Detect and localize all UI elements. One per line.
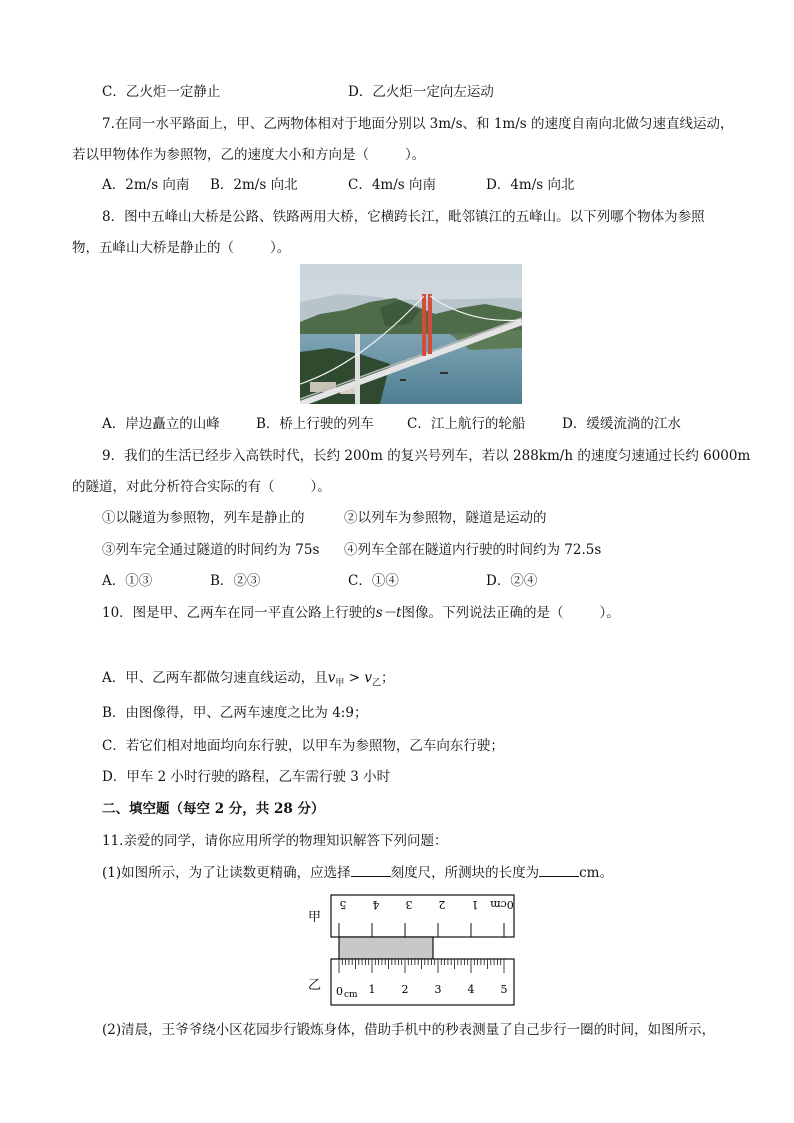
ruler-bottom-number: 5 xyxy=(500,983,508,996)
bridge-illustration xyxy=(300,264,522,404)
ruler-top-number: 0cm xyxy=(490,898,514,911)
q9-option-c: C．①④ xyxy=(348,573,399,589)
q10-option-a: A．甲、乙两车都做匀速直线运动，且$v_甲 > v_乙$； xyxy=(102,670,395,689)
q8-option-a: A．岸边矗立的山峰 xyxy=(102,416,220,432)
q6-option-d: D．乙火炬一定向左运动 xyxy=(348,84,494,100)
q9-statement-4: ④列车全部在隧道内行驶的时间约为 72.5s xyxy=(344,542,602,558)
ruler-bottom-unit: cm xyxy=(344,990,358,1000)
q10-option-b: B．由图像得，甲、乙两车速度之比为 4:9； xyxy=(102,705,368,721)
bridge-photo xyxy=(300,264,522,404)
q9-stem-line1: 9．我们的生活已经步入高铁时代，长约 200m 的复兴号列车，若以 288km/h 的速度匀速通过长约 6000m xyxy=(102,448,751,464)
q10-option-c: C．若它们相对地面均向东行驶，以甲车为参照物，乙车向东行驶； xyxy=(102,738,504,754)
q11-part1: (1)如图所示，为了让读数更精确，应选择 刻度尺，所测块的长度为 cm。 xyxy=(102,862,613,883)
ruler-bottom-number: 0 xyxy=(336,985,343,998)
q7-stem-line1: 7.在同一水平路面上，甲、乙两物体相对于地面分别以 3m/s、和 1m/s 的速度自南向北做匀速直线运动， xyxy=(102,116,734,132)
q8-stem-line2: 物，五峰山大桥是静止的（ ）。 xyxy=(72,240,291,256)
q10-option-d: D．甲车 2 小时行驶的路程，乙车需行驶 3 小时 xyxy=(102,769,391,785)
ruler-top xyxy=(331,895,514,937)
q9-statement-2: ②以列车为参照物，隧道是运动的 xyxy=(344,510,547,526)
ruler-label-bottom: 乙 xyxy=(308,978,322,993)
q10-stem: 10．图是甲、乙两车在同一平直公路上行驶的s－t图像。下列说法正确的是（ ）。 xyxy=(102,605,620,621)
q9-option-a: A．①③ xyxy=(102,573,153,589)
ruler-bottom xyxy=(331,959,514,1005)
ruler-top-number: 2 xyxy=(438,898,446,911)
ruler-top-number: 1 xyxy=(471,898,479,911)
q11-part2: (2)清晨，王爷爷绕小区花园步行锻炼身体，借助手机中的秒表测量了自己步行一圈的时间，如图所示， xyxy=(102,1022,716,1038)
q8-option-c: C．江上航行的轮船 xyxy=(407,416,526,432)
ruler-label-top: 甲 xyxy=(308,910,322,925)
q6-option-c: C．乙火炬一定静止 xyxy=(102,84,221,100)
q7-option-d: D．4m/s 向北 xyxy=(486,177,575,193)
q7-option-a: A．2m/s 向南 xyxy=(102,177,190,193)
q9-option-d: D．②④ xyxy=(486,573,538,589)
ruler-figure xyxy=(300,893,520,1011)
q7-option-c: C．4m/s 向南 xyxy=(348,177,436,193)
ruler-top-number: 4 xyxy=(372,898,380,911)
q9-stem-line2: 的隧道，对此分析符合实际的有（ ）。 xyxy=(72,479,331,495)
ruler-bottom-number: 1 xyxy=(368,983,376,996)
section-2-title: 二、填空题（每空 2 分，共 28 分） xyxy=(102,801,325,817)
ruler-bottom-number: 2 xyxy=(401,983,409,996)
ruler-top-number: 3 xyxy=(405,898,413,911)
q8-option-d: D．缓缓流淌的江水 xyxy=(562,416,681,432)
q9-option-b: B．②③ xyxy=(210,573,261,589)
ruler-diagram xyxy=(300,893,520,1011)
q8-option-b: B．桥上行驶的列车 xyxy=(256,416,374,432)
ruler-top-number: 5 xyxy=(339,898,347,911)
q9-statement-3: ③列车完全通过隧道的时间约为 75s xyxy=(102,542,320,558)
q11-intro: 11.亲爱的同学，请你应用所学的物理知识解答下列问题： xyxy=(102,833,448,849)
ruler-bottom-number: 3 xyxy=(434,983,442,996)
q8-stem-line1: 8．图中五峰山大桥是公路、铁路两用大桥，它横跨长江，毗邻镇江的五峰山。以下列哪个物体为参照 xyxy=(102,209,705,225)
q7-stem-line2: 若以甲物体作为参照物，乙的速度大小和方向是（ ）。 xyxy=(72,147,426,163)
q9-statement-1: ①以隧道为参照物，列车是静止的 xyxy=(102,510,305,526)
q7-option-b: B．2m/s 向北 xyxy=(210,177,298,193)
ruler-bottom-number: 4 xyxy=(467,983,475,996)
measured-block xyxy=(339,937,433,959)
